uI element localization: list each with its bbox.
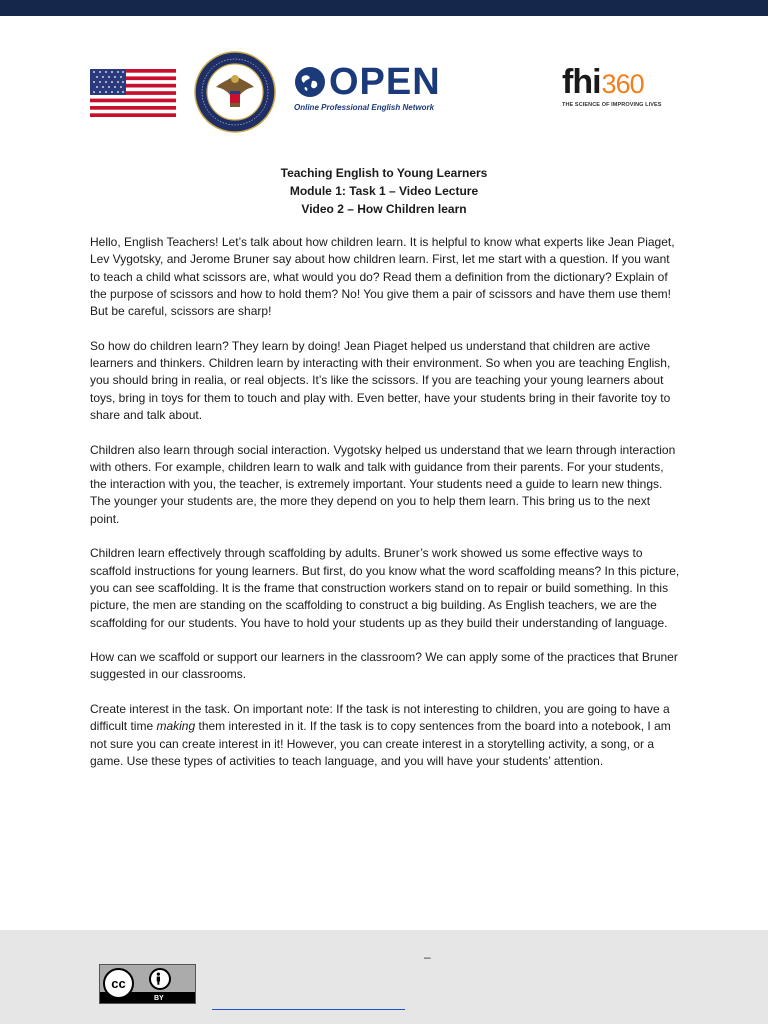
cc-icon: cc [103, 968, 134, 999]
creative-commons-license-badge[interactable] [99, 964, 196, 1004]
open-logo-wordmark: OPEN [329, 61, 441, 103]
document-body [90, 234, 682, 788]
paragraph-text-end: them interested in it. If the task is to copy sentences from the board into a notebook, I am not sure you can create interest in it! However, you can create interest in a storytelling activity, a song, or a game. Use these types of activities to teach language, and you will have your students’ attention. [90, 719, 671, 768]
globe-icon [293, 65, 327, 99]
document-title: Teaching English to Young Learners [280, 166, 488, 180]
attribution-person-icon [149, 968, 171, 990]
paragraph-text-start: Create interest in the task. On important note: If the task is not interesting to children, you are going to have a difficult time [90, 702, 670, 734]
open-logo [293, 61, 441, 119]
footer-dash: – [424, 950, 431, 964]
fhi-number: 360 [601, 69, 644, 99]
paragraph: Children learn effectively through scaffolding by adults. Bruner’s work showed us some effective ways to scaffold instructions for young learners. But first, do you know what the word scaffolding means? In this picture, you can see scaffolding. It is the frame that construction workers stand on to repair or build something. In this picture, the men are standing on the scaffolding to construct a big building. As English teachers, we are the scaffolding for our students. You have to hold your students up as they build their understanding of language. [90, 546, 680, 630]
by-label: BY [154, 995, 164, 1002]
department-of-state-seal-icon [194, 51, 276, 133]
logo-header [0, 45, 768, 140]
module-title: Module 1: Task 1 – Video Lecture [289, 184, 479, 198]
fhi-tagline: THE SCIENCE OF IMPROVING LIVES [562, 102, 662, 108]
paragraph: Hello, English Teachers! Let’s talk about how children learn. It is helpful to know what experts like Jean Piaget, Lev Vygotsky, and Jerome Bruner say about how children learn. First, let me start with a question. If you want to teach a child what scissors are, what would you do? Read them a definition from the dictionary? Explain of the purpose of scissors and how to hold them? No! You give them a pair of scissors and have them use them! But be careful, scissors are sharp! [90, 235, 675, 319]
paragraph-create-interest [90, 701, 682, 770]
fhi-wordmark: fhi [562, 63, 601, 101]
paragraph: How can we scaffold or support our learners in the classroom? We can apply some of the practices that Bruner suggested in our classrooms. [90, 650, 678, 682]
fhi360-logo [562, 65, 662, 117]
license-link[interactable] [212, 1009, 405, 1010]
italic-emphasis: making [156, 719, 196, 734]
top-banner-bar [0, 0, 768, 16]
video-title: Video 2 – How Children learn [301, 202, 467, 216]
open-logo-subtitle: Online Professional English Network [294, 103, 435, 112]
paragraph: So how do children learn? They learn by doing! Jean Piaget helped us understand that children are active learners and thinkers. Children learn by interacting with their environment. So when you are teaching English, you should bring in realia, or real objects. It’s like the scissors. If you are teaching your young learners about toys, bring in toys for them to touch and play with. Even better, have your students bring in their favorite toy to share and talk about. [90, 338, 671, 422]
us-flag-icon [90, 69, 176, 117]
paragraph: Children also learn through social interaction. Vygotsky helped us understand that we learn through interaction with others. For example, children learn to walk and talk with guidance from their parents. For your students, the interaction with you, the teacher, is extremely important. Your students need a guide to learn new things. The younger your students are, the more they depend on you to help them learn. This bring us to the next point. [90, 442, 676, 526]
page-footer [0, 930, 768, 1024]
document-title-block [0, 164, 768, 218]
